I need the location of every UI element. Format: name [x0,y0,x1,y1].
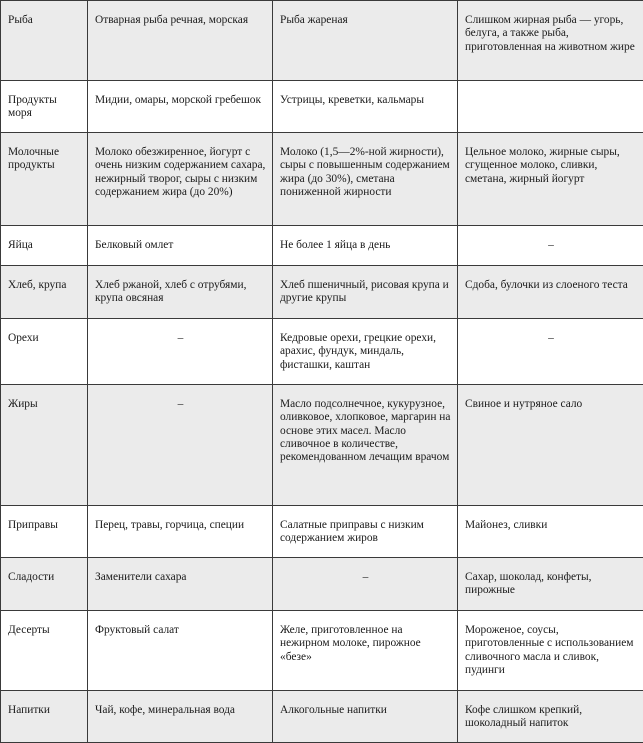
limited-cell: Хлеб пшеничный, рисовая крупа и другие крупы [273,266,458,319]
limited-cell: – [273,558,458,611]
allowed-cell: Перец, травы, горчица, специи [88,506,273,558]
category-cell: Приправы [1,506,88,558]
allowed-cell: Отварная рыба речная, морская [88,1,273,81]
table-row-eggs [1,226,643,266]
table-row-bread [1,266,643,319]
forbidden-cell: – [458,319,643,385]
forbidden-cell: Слишком жирная рыба — угорь, белуга, а также рыба, приготовленная на животном жире [458,1,643,81]
table-row-desserts [1,611,643,691]
table-row-condiments [1,506,643,558]
limited-cell: Алкогольные напитки [273,691,458,743]
category-cell: Яйца [1,226,88,266]
allowed-cell: Мидии, омары, морской гребешок [88,81,273,133]
limited-cell: Масло подсолнечное, кукурузное, оливковое, хлопковое, маргарин на основе этих масел. Масло сливочное в количестве, рекомендованном лечащим врачом [273,385,458,506]
table-row-fish [1,1,643,81]
category-cell: Продукты моря [1,81,88,133]
limited-cell: Желе, приготовленное на нежирном молоке, пирожное «безе» [273,611,458,691]
limited-cell: Кедровые орехи, грецкие орехи, арахис, фундук, миндаль, фисташки, каштан [273,319,458,385]
category-cell: Жиры [1,385,88,506]
category-cell: Хлеб, крупа [1,266,88,319]
limited-cell: Молоко (1,5—2%-ной жирности), сыры с повышенным содержанием жира (до 30%), сметана пониженной жирности [273,133,458,226]
table-row-nuts [1,319,643,385]
allowed-cell: Фруктовый салат [88,611,273,691]
allowed-cell: – [88,385,273,506]
category-cell: Рыба [1,1,88,81]
allowed-cell: Молоко обезжиренное, йогурт с очень низким содержанием сахара, нежирный творог, сыры с низким содержанием жира (до 20%) [88,133,273,226]
limited-cell: Не более 1 яйца в день [273,226,458,266]
category-cell: Орехи [1,319,88,385]
forbidden-cell: Свиное и нутряное сало [458,385,643,506]
table-row-dairy [1,133,643,226]
table-row-fats [1,385,643,506]
allowed-cell: Чай, кофе, минеральная вода [88,691,273,743]
forbidden-cell: – [458,226,643,266]
category-cell: Напитки [1,691,88,743]
forbidden-cell: Цельное молоко, жирные сыры, сгущенное молоко, сливки, сметана, жирный йогурт [458,133,643,226]
limited-cell: Салатные приправы с низким содержанием жиров [273,506,458,558]
allowed-cell: Белковый омлет [88,226,273,266]
table-row-drinks [1,691,643,743]
allowed-cell: Заменители сахара [88,558,273,611]
limited-cell: Рыба жареная [273,1,458,81]
category-cell: Десерты [1,611,88,691]
forbidden-cell: Сахар, шоколад, конфеты, пирожные [458,558,643,611]
forbidden-cell: Сдоба, булочки из слоеного теста [458,266,643,319]
forbidden-cell: Мороженое, соусы, приготовленные с использованием сливочного масла и сливок, пудинги [458,611,643,691]
allowed-cell: – [88,319,273,385]
category-cell: Молочные продукты [1,133,88,226]
category-cell: Сладости [1,558,88,611]
table-row-seafood [1,81,643,133]
forbidden-cell: Майонез, сливки [458,506,643,558]
allowed-cell: Хлеб ржаной, хлеб с отрубями, крупа овсяная [88,266,273,319]
limited-cell: Устрицы, креветки, кальмары [273,81,458,133]
forbidden-cell [458,81,643,133]
table-row-sweets [1,558,643,611]
forbidden-cell: Кофе слишком крепкий, шоколадный напиток [458,691,643,743]
